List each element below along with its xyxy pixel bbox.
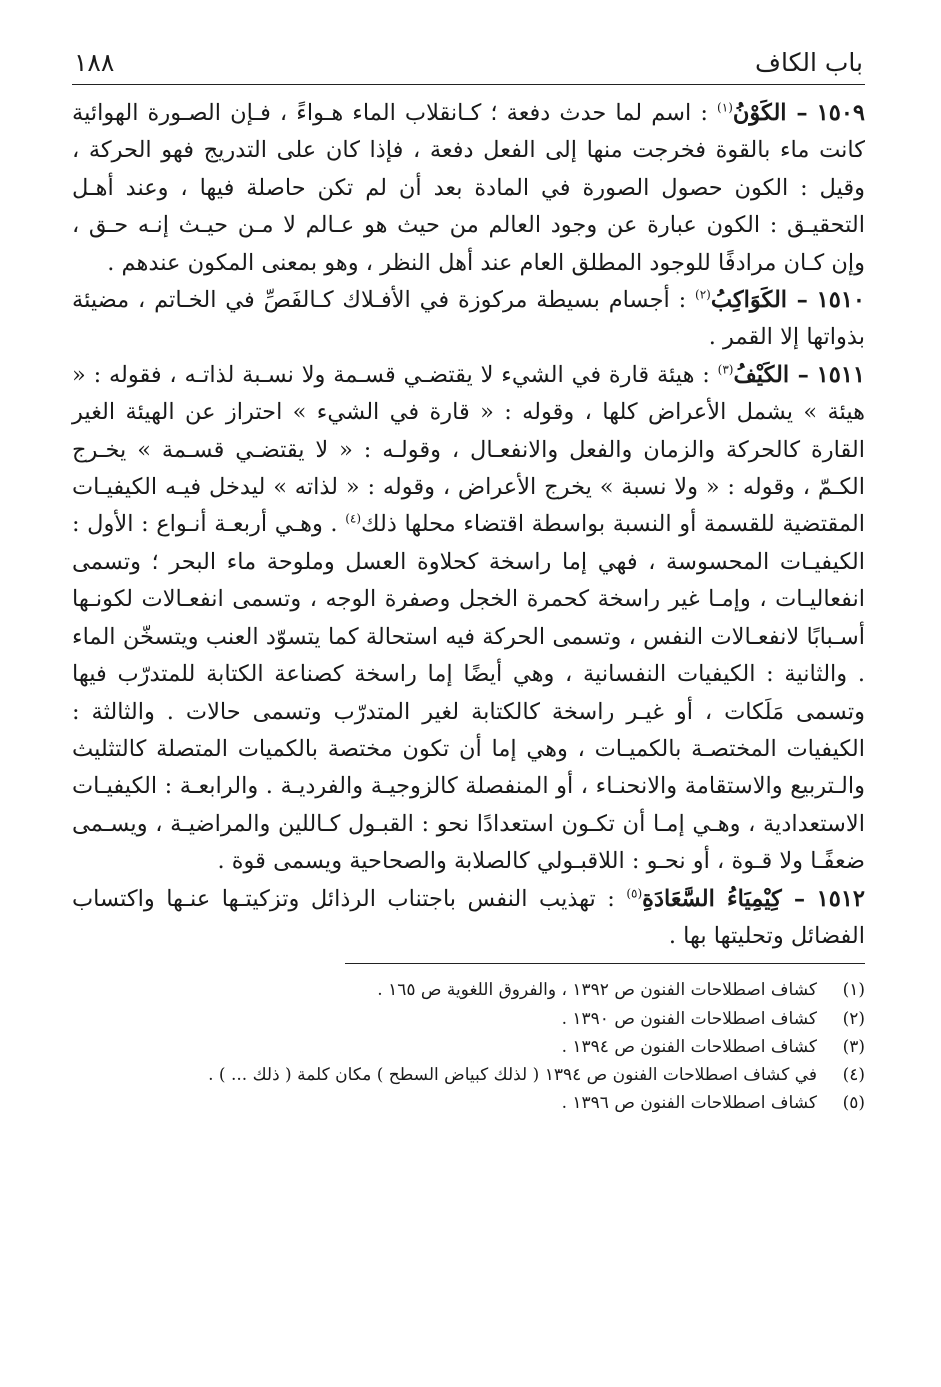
entry-number: ١٥١٢ <box>816 885 865 912</box>
entry-definition: : هيئة قارة في الشيء لا يقتضـي قسـمة ولا نسـبة لذاتـه ، فقوله : « هيئة » يشمل الأعراض كلها ، وقوله : « قارة في الشيء » احتراز عن الهيئة الغير القارة كالحركة والزمان والفعل والانفعـال ، وقولـه : « لا يقتضـي قسـمة » يخـرج الكـمّ ، وقوله : « ولا نسبة » يخرج الأعراض ، وقوله : « لذاته » ليدخل فيـه الكيفيـات المقتضية للقسمة أو النسبة بواسطة اقتضاء محلها ذلك <box>72 361 865 538</box>
footnote-text: كشاف اصطلاحات الفنون ص ١٣٩٤ . <box>561 1036 817 1057</box>
entry-term: الكَوَاكِبُ <box>710 287 788 314</box>
entry-1512: ١٥١٢ – كِيْمِيَاءُ السَّعَادَةِ$^{(٥)}$ : تهذيب النفس باجتناب الرذائل وتزكيتـها عنـها واكتساب الفضائل وتحليتها بها . <box>72 885 865 949</box>
entry-1509: ١٥٠٩ – الكَوْنُ$^{(١)}$ : اسم لما حدث دفعة ؛ كـانقلاب الماء هـواءً ، فـإن الصـورة الهوائية كانت ماء بالقوة فخرجت منها إلى الفعل دفعة ، فإذا كان على التدريج فهو الحركة ، وقيل : الكون حصول الصورة في المادة بعد أن لم تكن حاصلة فيها ، وعند أهـل التحقيـق : الكون عبارة عن وجود العالم من حيث هو عـالم لا مـن حيـث إنـه حـق ، وإن كـان مرادفًا للوجود المطلق العام عند أهل النظر ، وهو بمعنى المكون عندهم . <box>72 100 866 276</box>
entry-term: الكَوْنُ <box>732 100 787 126</box>
footnote-ref: (٢) <box>695 287 711 302</box>
footnote-number: (٥) <box>842 1093 865 1114</box>
footnote-item <box>72 1089 865 1117</box>
entry-1510: ١٥١٠ – الكَوَاكِبُ$^{(٢)}$ : أجسام بسيطة مركوزة في الأفـلاك كـالفَصِّ في الخـاتم ، مضيئة بذواتها إلا القمر . <box>72 287 866 351</box>
footnote-ref: (٤) <box>345 511 362 526</box>
footnote-ref: (٥) <box>626 886 643 901</box>
entry-definition: : أجسام بسيطة مركوزة في الأفـلاك كـالفَصِّ في الخـاتم ، مضيئة بذواتها إلا القمر . <box>72 287 865 351</box>
footnote-item <box>72 1061 865 1089</box>
footnote-divider <box>345 963 865 964</box>
entry-term: الكَيْفُ <box>733 361 790 388</box>
entry-definition: : اسم لما حدث دفعة ؛ كـانقلاب الماء هـواءً ، فـإن الصـورة الهوائية كانت ماء بالقوة فخرجت منها إلى الفعل دفعة ، فإذا كان على التدريج فهو الحركة ، وقيل : الكون حصول الصورة في المادة بعد أن لم تكن حاصلة فيها ، وعند أهـل التحقيـق : الكون عبارة عن وجود العالم من حيث هو عـالم لا مـن حيـث إنـه حـق ، وإن كـان مرادفًا للوجود المطلق العام عند أهل النظر ، وهو بمعنى المكون عندهم . <box>72 100 865 276</box>
footnote-ref: (٣) <box>717 362 734 377</box>
footnote-ref: (١) <box>717 100 733 115</box>
entry-term: كِيْمِيَاءُ السَّعَادَةِ <box>642 885 782 912</box>
footnote-number: (٤) <box>842 1064 865 1085</box>
footnotes <box>72 976 865 1117</box>
footnote-item <box>72 1005 865 1033</box>
entry-number: ١٥١٠ <box>816 287 866 314</box>
footnote-text: في كشاف اصطلاحات الفنون ص ١٣٩٤ ( لذلك كبياض السطح ) مكان كلمة ( ذلك ... ) . <box>208 1064 817 1085</box>
footnote-text: كشاف اصطلاحات الفنون ص ١٣٩٠ . <box>561 1008 817 1029</box>
entry-definition-continued: . وهـي أربعـة أنـواع : الأول : الكيفيـات المحسوسة ، فهي إما راسخة كحلاوة العسل وملوحة ماء البحر ؛ وتسمى انفعاليـات ، وإمـا غير راسخة كحمرة الخجل وصفرة الوجه ، وتسمى انفعـالات لكونـها أسـبابًا لانفعـالات النفس ، وتسمى الحركة فيه استحالة كما يتسوّد العنب ويتسخّن الماء . والثانية : الكيفيات النفسانية ، وهي أيضًا إما راسخة كصناعة الكتابة للمتدرّب فيها وتسمى مَلَكات ، أو غيـر راسخة كالكتابة لغير المتدرّب وتسمى حالات . والثالثة : الكيفيات المختصـة بالكميـات ، وهي إما أن تكون مختصة بالكميات المتصلة كالتثليث والـتربيع والاستقامة والانحنـاء ، أو المنفصلة كالزوجيـة والفرديـة . والرابعـة : الكيفيـات الاستعدادية ، وهـي إمـا أن تكـون استعدادًا نحو : القبـول كـاللين والمراضيـة ، ويسـمى ضعفًـا ولا قـوة ، أو نحـو : اللاقبـولي كالصلابة والصحاحية ويسمى قوة . <box>72 511 865 875</box>
footnote-item <box>72 976 865 1004</box>
footnote-text: كشاف اصطلاحات الفنون ص ١٣٩٢ ، والفروق اللغوية ص ١٦٥ . <box>377 980 817 1001</box>
entry-number: ١٥١١ <box>816 361 866 388</box>
footnote-number: (٢) <box>842 1008 865 1029</box>
chapter-title: باب الكاف <box>755 48 863 77</box>
entry-1511: ١٥١١ – الكَيْفُ$^{(٣)}$ : هيئة قارة في الشيء لا يقتضـي قسـمة ولا نسـبة لذاتـه ، فقوله : « هيئة » يشمل الأعراض كلها ، وقوله : « قارة في الشيء » احتراز عن الهيئة الغير القارة كالحركة والزمان والفعل والانفعـال ، وقولـه : « لا يقتضـي قسـمة » يخـرج الكـمّ ، وقوله : « ولا نسبة » يخرج الأعراض ، وقوله : « لذاته » ليدخل فيـه الكيفيـات المقتضية للقسمة أو النسبة بواسطة اقتضاء محلها ذلك$^{(٤)}$ . وهـي أربعـة أنـواع : الأول : الكيفيـات المحسوسة ، فهي إما راسخة كحلاوة العسل وملوحة ماء البحر ؛ وتسمى انفعاليـات ، وإمـا غير راسخة كحمرة الخجل وصفرة الوجه ، وتسمى انفعـالات لكونـها أسـبابًا لانفعـالات النفس ، وتسمى الحركة فيه استحالة كما يتسوّد العنب ويتسخّن الماء . والثانية : الكيفيات النفسانية ، وهي أيضًا إما راسخة كصناعة الكتابة للمتدرّب فيها وتسمى مَلَكات ، أو غيـر راسخة كالكتابة لغير المتدرّب وتسمى حالات . والثالثة : الكيفيات المختصـة بالكميـات ، وهي إما أن تكون مختصة بالكميات المتصلة كالتثليث والـتربيع والاستقامة والانحنـاء ، أو المنفصلة كالزوجيـة والفرديـة . والرابعـة : الكيفيـات الاستعدادية ، وهـي إمـا أن تكـون استعدادًا نحو : القبـول كـاللين والمراضيـة ، ويسـمى ضعفًـا ولا قـوة ، أو نحـو : اللاقبـولي كالصلابة والصحاحية ويسمى قوة . <box>72 361 866 875</box>
footnote-item <box>72 1033 865 1061</box>
main-text <box>72 95 865 955</box>
footnote-text: كشاف اصطلاحات الفنون ص ١٣٩٦ . <box>561 1093 817 1114</box>
footnote-number: (١) <box>842 980 865 1001</box>
page-number: ١٨٨ <box>74 48 115 77</box>
entry-number: ١٥٠٩ <box>816 100 866 126</box>
entry-definition: : تهذيب النفس باجتناب الرذائل وتزكيتـها عنـها واكتساب الفضائل وتحليتها بها . <box>72 885 865 949</box>
footnote-number: (٣) <box>842 1036 865 1057</box>
running-head <box>72 48 865 85</box>
